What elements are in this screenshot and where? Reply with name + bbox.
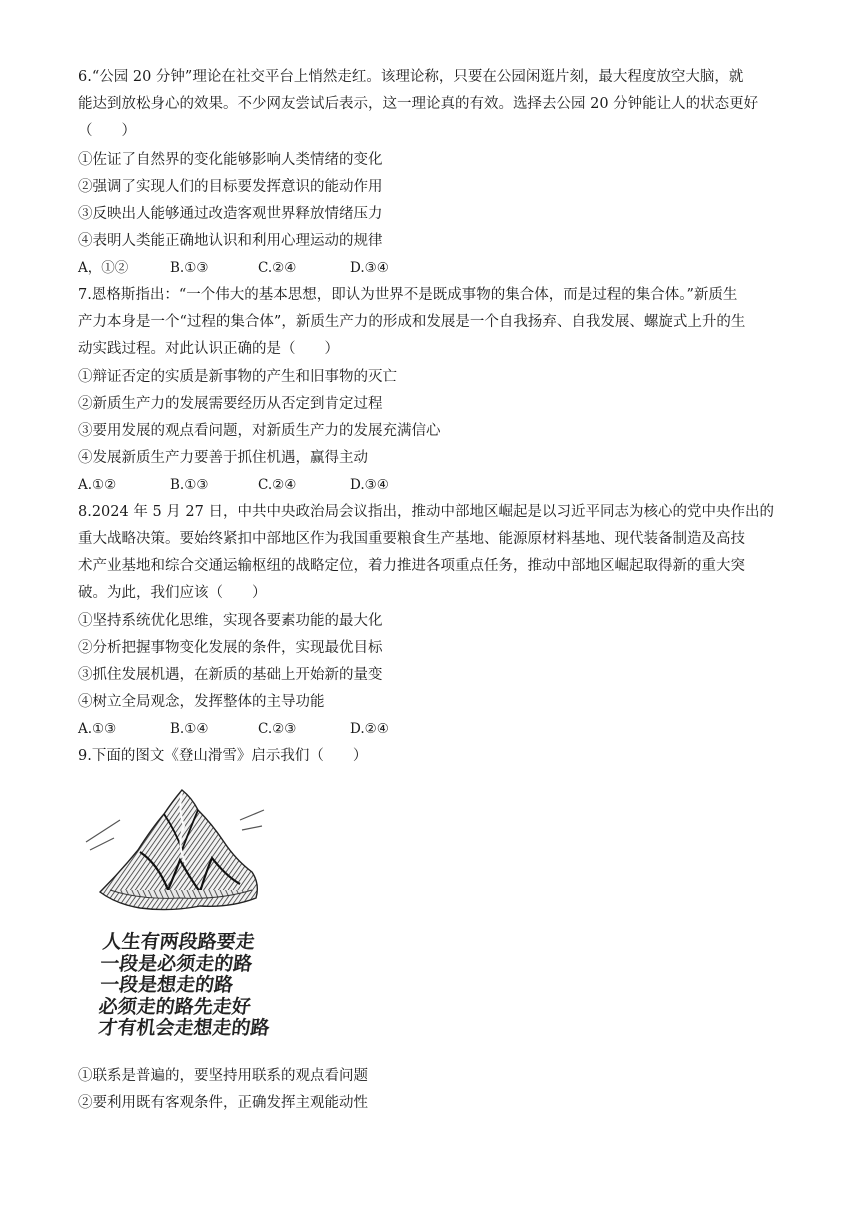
q8-stem-line: 术产业基地和综合交通运输枢纽的战略定位，着力推进各项重点任务，推动中部地区崛起取得新的重大突 [78,558,745,574]
q7-answer-b: B.①③ [170,477,209,493]
q8-stem-line: 8.2024 年 5 月 27 日，中共中央政治局会议指出，推动中部地区崛起是以习近平同志为核心的党中央作出的 [78,504,774,520]
question-6-stem [78,64,784,145]
figure-text-line: 才有机会走想走的路 [97,1017,271,1039]
q7-answer-d: D.③④ [350,477,389,493]
figure-text-line: 人生有两段路要走 [101,931,256,953]
figure-text-line: 一段是必须走的路 [99,952,254,975]
q8-answer-c: C.②③ [258,721,297,737]
q6-stem-line: 6.“公园 20 分钟”理论在社交平台上悄然走红。该理论称，只要在公园闲逛片刻，最大程度放空大脑，就 [78,69,744,85]
q7-option-1: ①辩证否定的实质是新事物的产生和旧事物的灭亡 [78,369,397,385]
q7-answer-a: A.①② [78,477,117,493]
q9-option-1: ①联系是普遍的，要坚持用联系的观点看问题 [78,1068,368,1084]
mountain-sketch-icon [80,780,270,930]
q8-stem-line: 重大战略决策。要始终紧扣中部地区作为我国重要粮食生产基地、能源原材料基地、现代装备制造及高技 [78,531,745,547]
q7-option-2: ②新质生产力的发展需要经历从否定到肯定过程 [78,396,383,412]
question-8-stem [78,499,784,607]
q7-option-4: ④发展新质生产力要善于抓住机遇，赢得主动 [78,450,368,466]
figure-handwritten-text [92,932,273,1040]
q8-option-2: ②分析把握事物变化发展的条件，实现最优目标 [78,640,383,656]
q6-answer-d: D.③④ [350,260,389,276]
q7-answer-choices [78,475,389,495]
q6-answer-c: C.②④ [258,260,297,276]
q7-stem-line: 动实践过程。对此认识正确的是（ ） [78,341,339,357]
q7-option-3: ③要用发展的观点看问题，对新质生产力的发展充满信心 [78,423,441,439]
q7-stem-line: 产力本身是一个“过程的集合体”，新质生产力的形成和发展是一个自我扬弃、自我发展、螺旋式上升的生 [78,314,746,330]
q8-answer-b: B.①④ [170,721,209,737]
question-7-stem [78,282,784,363]
q8-stem-line: 破。为此，我们应该（ ） [78,585,267,601]
q6-option-4: ④表明人类能正确地认识和利用心理运动的规律 [78,233,383,249]
q6-option-2: ②强调了实现人们的目标要发挥意识的能动作用 [78,179,383,195]
q8-answer-choices [78,719,389,739]
q6-answer-b: B.①③ [170,260,209,276]
q8-answer-d: D.②④ [350,721,389,737]
q9-option-2: ②要利用既有客观条件，正确发挥主观能动性 [78,1095,368,1111]
q6-stem-line: 能达到放松身心的效果。不少网友尝试后表示，这一理论真的有效。选择去公园 20 分钟能让人的状态更好 [78,96,759,112]
q8-option-1: ①坚持系统优化思维，实现各要素功能的最大化 [78,613,383,629]
q8-option-3: ③抓住发展机遇，在新质的基础上开始新的量变 [78,667,383,683]
q6-stem-line: （ ） [78,123,136,139]
q8-answer-a: A.①③ [78,721,117,737]
q7-stem-line: 7.恩格斯指出：“一个伟大的基本思想，即认为世界不是既成事物的集合体，而是过程的集合体。”新质生 [78,287,738,303]
q8-option-4: ④树立全局观念，发挥整体的主导功能 [78,694,325,710]
q7-answer-c: C.②④ [258,477,297,493]
q6-option-3: ③反映出人能够通过改造客观世界释放情绪压力 [78,206,383,222]
figure-text-line: 必须走的路先走好 [97,995,252,1018]
q6-option-1: ①佐证了自然界的变化能够影响人类情绪的变化 [78,152,383,168]
q6-answer-a: A，①② [78,260,129,276]
question-9-stem: 9.下面的图文《登山滑雪》启示我们（ ） [78,748,368,764]
q6-answer-choices [78,258,389,278]
figure-text-line: 一段是想走的路 [98,974,235,996]
